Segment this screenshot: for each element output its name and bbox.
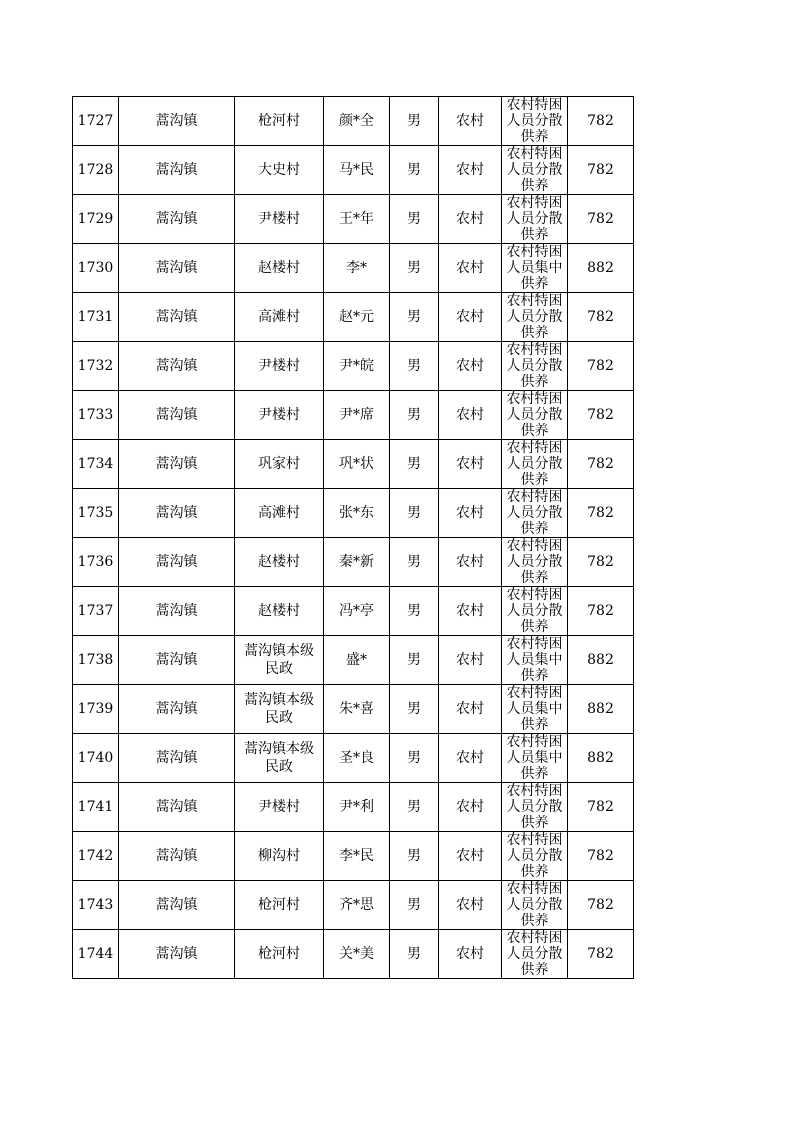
table-row — [73, 538, 634, 587]
relief-type-cell — [502, 587, 568, 636]
row-number-cell: 1737 — [73, 587, 119, 636]
table-row — [73, 244, 634, 293]
relief-type-text: 农村特困人员分散供养 — [506, 930, 563, 978]
area-cell: 农村 — [439, 930, 502, 979]
amount-cell: 882 — [568, 636, 634, 685]
relief-type-cell — [502, 685, 568, 734]
person-name-cell: 秦*新 — [324, 538, 390, 587]
village-text: 赵楼村 — [258, 260, 300, 276]
row-number-cell: 1727 — [73, 97, 119, 146]
area-cell: 农村 — [439, 195, 502, 244]
row-number-cell: 1734 — [73, 440, 119, 489]
person-name-cell: 朱*喜 — [324, 685, 390, 734]
table-row — [73, 440, 634, 489]
village-cell — [235, 146, 324, 195]
area-cell: 农村 — [439, 881, 502, 930]
amount-cell: 882 — [568, 685, 634, 734]
row-number-cell: 1738 — [73, 636, 119, 685]
relief-type-cell — [502, 293, 568, 342]
row-number-cell: 1739 — [73, 685, 119, 734]
area-cell: 农村 — [439, 685, 502, 734]
village-cell — [235, 636, 324, 685]
row-number-cell: 1733 — [73, 391, 119, 440]
relief-type-cell — [502, 391, 568, 440]
relief-type-text: 农村特困人员分散供养 — [506, 146, 563, 194]
village-cell — [235, 440, 324, 489]
area-cell: 农村 — [439, 97, 502, 146]
person-name-cell: 王*年 — [324, 195, 390, 244]
gender-cell: 男 — [390, 195, 439, 244]
village-text: 高滩村 — [258, 505, 300, 521]
village-text: 蒿沟镇本级民政 — [244, 643, 314, 677]
row-number-cell: 1744 — [73, 930, 119, 979]
relief-type-cell — [502, 97, 568, 146]
row-number-cell: 1736 — [73, 538, 119, 587]
row-number-cell: 1731 — [73, 293, 119, 342]
person-name-cell: 盛* — [324, 636, 390, 685]
area-cell: 农村 — [439, 146, 502, 195]
row-number-cell: 1728 — [73, 146, 119, 195]
relief-type-cell — [502, 440, 568, 489]
village-cell — [235, 587, 324, 636]
person-name-cell: 尹*席 — [324, 391, 390, 440]
relief-type-text: 农村特困人员集中供养 — [506, 244, 563, 292]
table-row — [73, 930, 634, 979]
relief-type-cell — [502, 734, 568, 783]
relief-roster-table — [72, 96, 634, 979]
relief-type-text: 农村特困人员集中供养 — [506, 734, 563, 782]
area-cell: 农村 — [439, 293, 502, 342]
area-cell: 农村 — [439, 391, 502, 440]
amount-cell: 782 — [568, 587, 634, 636]
relief-type-text: 农村特困人员分散供养 — [506, 342, 563, 390]
town-cell: 蒿沟镇 — [119, 146, 235, 195]
person-name-cell: 李*民 — [324, 832, 390, 881]
amount-cell: 782 — [568, 489, 634, 538]
row-number-cell: 1732 — [73, 342, 119, 391]
town-cell: 蒿沟镇 — [119, 685, 235, 734]
relief-type-text: 农村特困人员分散供养 — [506, 489, 563, 537]
relief-type-cell — [502, 489, 568, 538]
person-name-cell: 张*东 — [324, 489, 390, 538]
row-number-cell: 1743 — [73, 881, 119, 930]
table-row — [73, 489, 634, 538]
village-text: 尹楼村 — [258, 211, 300, 227]
amount-cell: 782 — [568, 195, 634, 244]
table-row — [73, 734, 634, 783]
person-name-cell: 李* — [324, 244, 390, 293]
table-row — [73, 832, 634, 881]
amount-cell: 782 — [568, 146, 634, 195]
town-cell: 蒿沟镇 — [119, 195, 235, 244]
relief-type-text: 农村特困人员分散供养 — [506, 440, 563, 488]
area-cell: 农村 — [439, 832, 502, 881]
table-row — [73, 342, 634, 391]
relief-type-cell — [502, 342, 568, 391]
village-text: 尹楼村 — [258, 407, 300, 423]
village-text: 蒿沟镇本级民政 — [244, 692, 314, 726]
relief-type-cell — [502, 538, 568, 587]
relief-type-cell — [502, 881, 568, 930]
person-name-cell: 关*美 — [324, 930, 390, 979]
town-cell: 蒿沟镇 — [119, 440, 235, 489]
village-text: 赵楼村 — [258, 554, 300, 570]
relief-type-cell — [502, 146, 568, 195]
village-cell — [235, 195, 324, 244]
village-text: 枪河村 — [258, 946, 300, 962]
village-text: 枪河村 — [258, 897, 300, 913]
person-name-cell: 齐*思 — [324, 881, 390, 930]
town-cell: 蒿沟镇 — [119, 881, 235, 930]
gender-cell: 男 — [390, 930, 439, 979]
row-number-cell: 1735 — [73, 489, 119, 538]
gender-cell: 男 — [390, 881, 439, 930]
gender-cell: 男 — [390, 734, 439, 783]
village-cell — [235, 489, 324, 538]
village-text: 柳沟村 — [258, 848, 300, 864]
gender-cell: 男 — [390, 97, 439, 146]
person-name-cell: 尹*利 — [324, 783, 390, 832]
village-cell — [235, 342, 324, 391]
gender-cell: 男 — [390, 391, 439, 440]
person-name-cell: 巩*状 — [324, 440, 390, 489]
town-cell: 蒿沟镇 — [119, 244, 235, 293]
village-text: 高滩村 — [258, 309, 300, 325]
person-name-cell: 尹*皖 — [324, 342, 390, 391]
amount-cell: 882 — [568, 734, 634, 783]
town-cell: 蒿沟镇 — [119, 930, 235, 979]
town-cell: 蒿沟镇 — [119, 783, 235, 832]
gender-cell: 男 — [390, 489, 439, 538]
town-cell: 蒿沟镇 — [119, 97, 235, 146]
gender-cell: 男 — [390, 440, 439, 489]
area-cell: 农村 — [439, 587, 502, 636]
gender-cell: 男 — [390, 685, 439, 734]
row-number-cell: 1741 — [73, 783, 119, 832]
village-text: 尹楼村 — [258, 799, 300, 815]
table-row — [73, 881, 634, 930]
gender-cell: 男 — [390, 783, 439, 832]
village-cell — [235, 244, 324, 293]
person-name-cell: 马*民 — [324, 146, 390, 195]
town-cell: 蒿沟镇 — [119, 391, 235, 440]
table-row — [73, 293, 634, 342]
gender-cell: 男 — [390, 342, 439, 391]
area-cell: 农村 — [439, 244, 502, 293]
relief-type-text: 农村特困人员分散供养 — [506, 881, 563, 929]
village-text: 蒿沟镇本级民政 — [244, 741, 314, 775]
village-cell — [235, 881, 324, 930]
amount-cell: 782 — [568, 930, 634, 979]
gender-cell: 男 — [390, 244, 439, 293]
village-text: 大史村 — [258, 162, 300, 178]
person-name-cell: 冯*亭 — [324, 587, 390, 636]
relief-type-cell — [502, 832, 568, 881]
table-row — [73, 636, 634, 685]
amount-cell: 782 — [568, 783, 634, 832]
gender-cell: 男 — [390, 636, 439, 685]
gender-cell: 男 — [390, 293, 439, 342]
relief-type-cell — [502, 636, 568, 685]
row-number-cell: 1742 — [73, 832, 119, 881]
town-cell: 蒿沟镇 — [119, 832, 235, 881]
relief-type-text: 农村特困人员集中供养 — [506, 685, 563, 733]
area-cell: 农村 — [439, 636, 502, 685]
town-cell: 蒿沟镇 — [119, 587, 235, 636]
village-cell — [235, 685, 324, 734]
table-row — [73, 587, 634, 636]
relief-type-text: 农村特困人员分散供养 — [506, 783, 563, 831]
relief-type-cell — [502, 195, 568, 244]
town-cell: 蒿沟镇 — [119, 489, 235, 538]
town-cell: 蒿沟镇 — [119, 342, 235, 391]
village-cell — [235, 734, 324, 783]
relief-type-text: 农村特困人员分散供养 — [506, 195, 563, 243]
amount-cell: 782 — [568, 391, 634, 440]
village-text: 尹楼村 — [258, 358, 300, 374]
amount-cell: 782 — [568, 881, 634, 930]
relief-type-text: 农村特困人员分散供养 — [506, 391, 563, 439]
relief-type-cell — [502, 930, 568, 979]
village-cell — [235, 832, 324, 881]
relief-type-text: 农村特困人员分散供养 — [506, 832, 563, 880]
table-row — [73, 97, 634, 146]
amount-cell: 782 — [568, 97, 634, 146]
table-row — [73, 391, 634, 440]
area-cell: 农村 — [439, 538, 502, 587]
row-number-cell: 1730 — [73, 244, 119, 293]
relief-type-cell — [502, 244, 568, 293]
relief-type-text: 农村特困人员分散供养 — [506, 587, 563, 635]
area-cell: 农村 — [439, 734, 502, 783]
village-text: 枪河村 — [258, 113, 300, 129]
amount-cell: 782 — [568, 538, 634, 587]
amount-cell: 782 — [568, 832, 634, 881]
table-row — [73, 195, 634, 244]
village-cell — [235, 538, 324, 587]
relief-type-cell — [502, 783, 568, 832]
village-cell — [235, 293, 324, 342]
relief-type-text: 农村特困人员分散供养 — [506, 97, 563, 145]
village-cell — [235, 783, 324, 832]
village-cell — [235, 97, 324, 146]
amount-cell: 782 — [568, 342, 634, 391]
town-cell: 蒿沟镇 — [119, 538, 235, 587]
amount-cell: 782 — [568, 293, 634, 342]
area-cell: 农村 — [439, 440, 502, 489]
village-text: 赵楼村 — [258, 603, 300, 619]
village-cell — [235, 930, 324, 979]
village-cell — [235, 391, 324, 440]
table-body — [73, 97, 634, 979]
gender-cell: 男 — [390, 587, 439, 636]
village-text: 巩家村 — [258, 456, 300, 472]
amount-cell: 782 — [568, 440, 634, 489]
gender-cell: 男 — [390, 146, 439, 195]
gender-cell: 男 — [390, 832, 439, 881]
amount-cell: 882 — [568, 244, 634, 293]
relief-type-text: 农村特困人员分散供养 — [506, 538, 563, 586]
person-name-cell: 赵*元 — [324, 293, 390, 342]
table-row — [73, 783, 634, 832]
gender-cell: 男 — [390, 538, 439, 587]
area-cell: 农村 — [439, 783, 502, 832]
town-cell: 蒿沟镇 — [119, 293, 235, 342]
table-row — [73, 146, 634, 195]
town-cell: 蒿沟镇 — [119, 734, 235, 783]
area-cell: 农村 — [439, 489, 502, 538]
town-cell: 蒿沟镇 — [119, 636, 235, 685]
relief-type-text: 农村特困人员集中供养 — [506, 636, 563, 684]
relief-type-text: 农村特困人员分散供养 — [506, 293, 563, 341]
row-number-cell: 1729 — [73, 195, 119, 244]
area-cell: 农村 — [439, 342, 502, 391]
row-number-cell: 1740 — [73, 734, 119, 783]
table-row — [73, 685, 634, 734]
person-name-cell: 圣*良 — [324, 734, 390, 783]
person-name-cell: 颜*全 — [324, 97, 390, 146]
